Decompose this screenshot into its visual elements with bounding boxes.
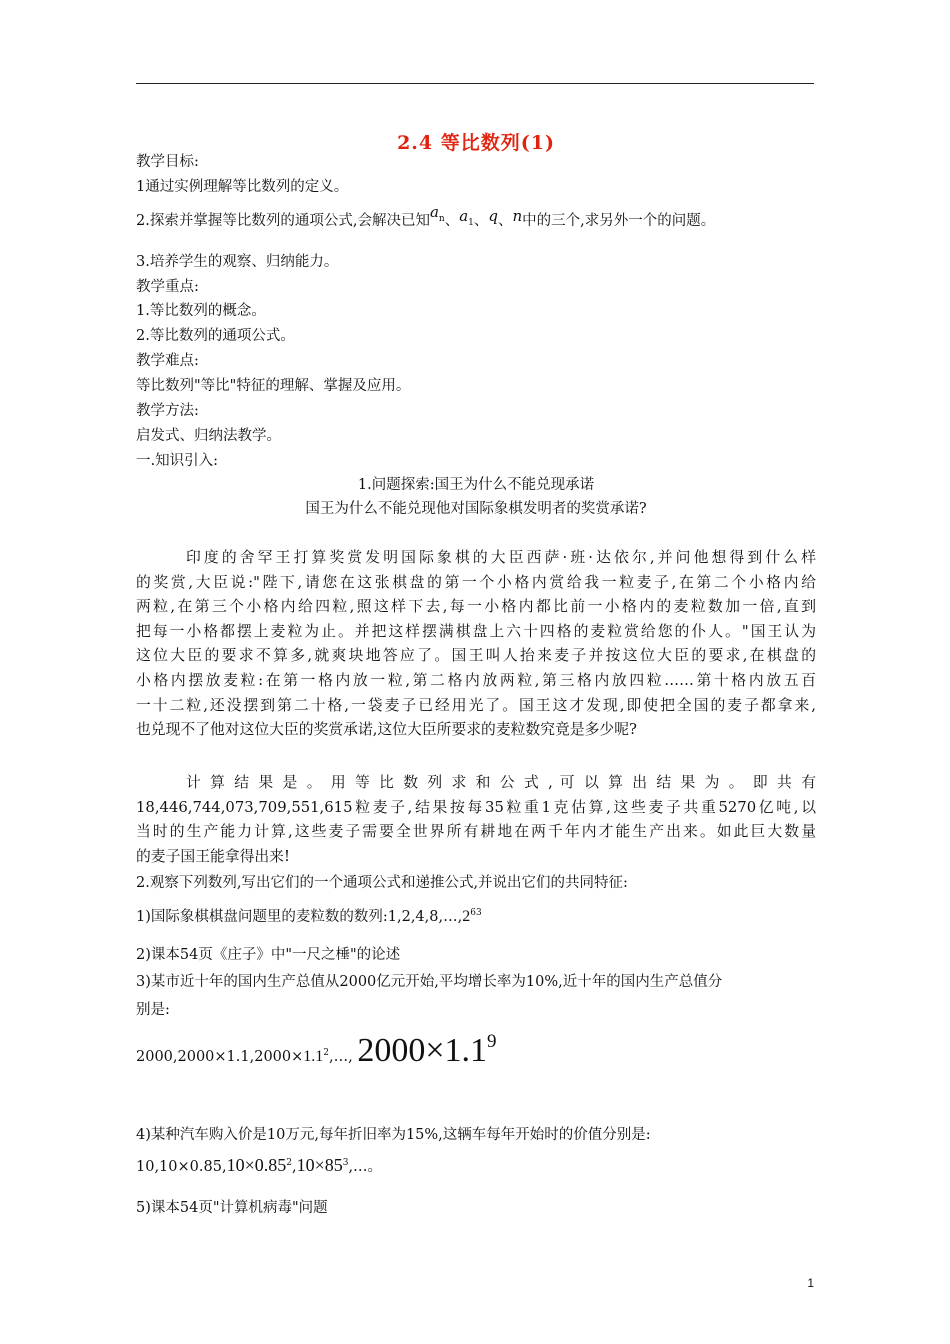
key-point-1: 1.等比数列的概念。 — [136, 303, 266, 319]
var-1-sub: 1 — [468, 217, 474, 228]
example-2: 2)课本54页《庄子》中"一尺之棰"的论述 — [136, 947, 401, 963]
problem-title: 1.问题探索:国王为什么不能兑现承诺 — [357, 477, 595, 493]
times-sign: × — [425, 1031, 445, 1069]
objective-2 — [136, 203, 716, 237]
key-points-heading: 教学重点: — [136, 279, 199, 295]
story-line: 小格内摆放麦粒:在第一格内放一粒,第二格内放两粒,第三格内放四粒……第十格内放五百 — [136, 671, 816, 689]
methods-text: 启发式、归纳法教学。 — [136, 428, 281, 444]
page-title: 2.4 等比数列(1) — [397, 132, 555, 154]
term-2: 10×0.85 — [226, 1154, 287, 1175]
sequence-terms: 2000,2000×1.1,2000× — [136, 1048, 304, 1065]
page-number: 1 — [807, 1276, 814, 1290]
methods-heading: 教学方法: — [136, 403, 199, 419]
story-line: 两粒,在第三个小格内给四粒,照这样下去,每一小格内都比前一小格内的麦粒数加一倍,直到 — [136, 598, 816, 616]
small-power-base: 1.1 — [303, 1047, 324, 1065]
var-q: q — [488, 207, 498, 225]
problem-question: 国王为什么不能兑现他对国际象棋发明者的奖赏承诺? — [305, 501, 647, 517]
separator: 、 — [473, 213, 489, 229]
power-base: 2 — [462, 907, 471, 925]
difficulties-heading: 教学难点: — [136, 353, 199, 369]
var-a: a — [429, 203, 439, 221]
example-1-text: 1)国际象棋棋盘问题里的麦粒数的数列:1,2,4,8,…, — [136, 908, 463, 925]
header-rule — [136, 83, 814, 84]
story-line: 把每一小格都摆上麦粒为止。并把这样摆满棋盘上六十四格的麦粒赏给您的仆人。"国王认为 — [136, 622, 816, 640]
sequence-terms: 10,10×0.85, — [136, 1158, 227, 1175]
intro-heading: 一.知识引入: — [136, 453, 218, 469]
result-line: 计 算 结 果 是 。 用 等 比 数 列 求 和 公 式 , 可 以 算 出 结 果 为 。 即 共 有 — [186, 774, 816, 791]
objective-2-suffix: 中的三个,求另外一个的问题。 — [522, 213, 716, 229]
objective-1: 1通过实例理解等比数列的定义。 — [136, 179, 349, 195]
separator: 、 — [498, 213, 513, 229]
var-n: n — [512, 207, 523, 225]
example-3-sequence — [136, 1026, 497, 1081]
term-3-exp: 3 — [342, 1158, 349, 1168]
story-line: 的奖赏,大臣说:"陛下,请您在这张棋盘的第一个小格内赏给我一粒麦子,在第二个小格内给 — [136, 573, 816, 591]
example-3-line-2: 别是: — [136, 1002, 170, 1018]
var-n-sub: n — [438, 213, 445, 224]
story-line: 一十二粒,还没摆到第二十格,一袋麦子已经用光了。国王这才发现,即使把全国的麦子都拿来, — [136, 696, 816, 714]
key-point-2: 2.等比数列的通项公式。 — [136, 328, 295, 344]
objectives-heading: 教学目标: — [136, 154, 199, 170]
result-line: 18,446,744,073,709,551,615粒麦子,结果按每35粒重1克估算,这些麦子共重5270亿吨,以 — [136, 798, 816, 816]
separator: 、 — [444, 213, 460, 229]
objective-3: 3.培养学生的观察、归纳能力。 — [136, 254, 339, 270]
result-paragraph — [136, 771, 816, 869]
ellipsis: ,…, — [329, 1048, 353, 1065]
term-2-exp: 2 — [286, 1158, 292, 1168]
story-line: 印度的舍罕王打算奖赏发明国际象棋的大臣西萨·班·达依尔,并问他想得到什么样 — [186, 549, 816, 566]
big-term-base: 2000 — [357, 1031, 426, 1069]
small-power-exp: 2 — [323, 1048, 330, 1058]
objective-2-text: 2.探索并掌握等比数列的通项公式,会解决已知 — [136, 213, 430, 229]
story-line: 也兑现不了他对这位大臣的奖赏承诺,这位大臣所要求的麦粒数究竟是多少呢? — [136, 721, 637, 739]
story-line: 这位大臣的要求不算多,就爽块地答应了。国王叫人抬来麦子并按这位大臣的要求,在棋盘的 — [136, 647, 816, 665]
example-3-line-1: 3)某市近十年的国内生产总值从2000亿元开始,平均增长率为10%,近十年的国内生产总值分 — [136, 974, 723, 990]
example-5: 5)课本54页"计算机病毒"问题 — [136, 1200, 328, 1216]
big-term-exp: 9 — [487, 1031, 497, 1052]
comma: , — [291, 1158, 297, 1175]
result-line: 当时的生产能力计算,这些麦子需要全世界所有耕地在两千年内才能生产出来。如此巨大数量 — [136, 823, 816, 841]
example-4-line-1: 4)某种汽车购入价是10万元,每年折旧率为15%,这辆车每年开始时的价值分别是: — [136, 1127, 651, 1143]
difficulties-text: 等比数列"等比"特征的理解、掌握及应用。 — [136, 378, 411, 394]
term-3: 10×85 — [296, 1154, 343, 1175]
observe-heading: 2.观察下列数列,写出它们的一个通项公式和递推公式,并说出它们的共同特征: — [136, 875, 628, 891]
example-4-sequence — [136, 1151, 382, 1179]
power-exponent: 63 — [470, 908, 482, 918]
big-term-ratio: 1.1 — [444, 1031, 488, 1069]
example-1 — [136, 903, 482, 927]
ellipsis: ,…。 — [348, 1158, 383, 1175]
var-a1: a — [459, 207, 469, 225]
result-line: 的麦子国王能拿得出来! — [136, 847, 290, 865]
story-paragraph — [136, 546, 816, 743]
